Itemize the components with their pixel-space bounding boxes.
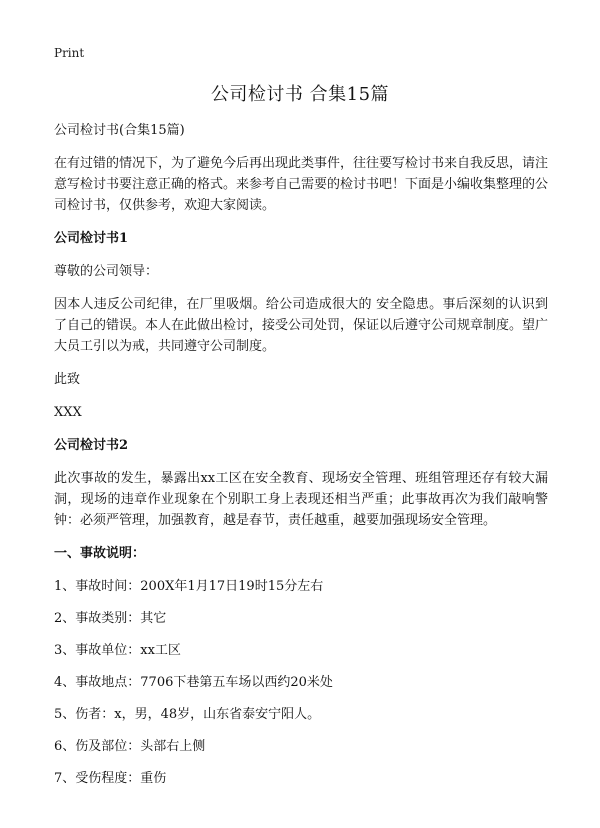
list-item: 2、事故类别：其它 (54, 611, 167, 626)
section-2-subheading: 一、事故说明： (54, 546, 146, 561)
section-1-salutation: 尊敬的公司领导： (54, 264, 159, 279)
section-1-body: 因本人违反公司纪律，在厂里吸烟。给公司造成很大的 安全隐患。事后深刻的认识到了自己的错误。本人在此做出检讨，接受公司处罚，保证以后遵守公司规章制度。望广大员工引以为戒，共同遵守公司制度。 (54, 297, 549, 354)
section-1-heading: 公司检讨书1 (54, 231, 129, 246)
list-item: 4、事故地点：7706下巷第五车场以西约20米处 (54, 675, 333, 690)
list-item: 1、事故时间：200X年1月17日19时15分左右 (54, 579, 324, 594)
list-item: 3、事故单位：xx工区 (54, 643, 181, 658)
document-content (54, 120, 548, 800)
intro-paragraph: 在有过错的情况下，为了避免今后再出现此类事件，往往要写检讨书来自我反思，请注意写检讨书要注意正确的格式。来参考自己需要的检讨书吧！下面是小编收集整理的公司检讨书，仅供参考，欢迎大家阅读。 (54, 156, 549, 213)
section-2-heading: 公司检讨书2 (54, 438, 129, 453)
list-item: 6、伤及部位：头部右上侧 (54, 739, 206, 754)
section-1-signature: XXX (54, 405, 82, 420)
print-link[interactable]: Print (54, 46, 85, 60)
document-subtitle: 公司检讨书(合集15篇) (54, 123, 185, 138)
section-2-body: 此次事故的发生，暴露出xx工区在安全教育、现场安全管理、班组管理还存有较大漏洞，现场的违章作业现象在个别职工身上表现还相当严重；此事故再次为我们敲响警钟：必须严管理，加强教育，越是春节，责任越重，越要加强现场安全管理。 (54, 471, 548, 528)
page-title: 公司检讨书 合集15篇 (210, 84, 390, 105)
section-1-closing: 此致 (54, 372, 81, 387)
list-item: 5、伤者：x，男，48岁，山东省泰安宁阳人。 (54, 707, 321, 722)
list-item: 7、受伤程度：重伤 (54, 771, 167, 786)
